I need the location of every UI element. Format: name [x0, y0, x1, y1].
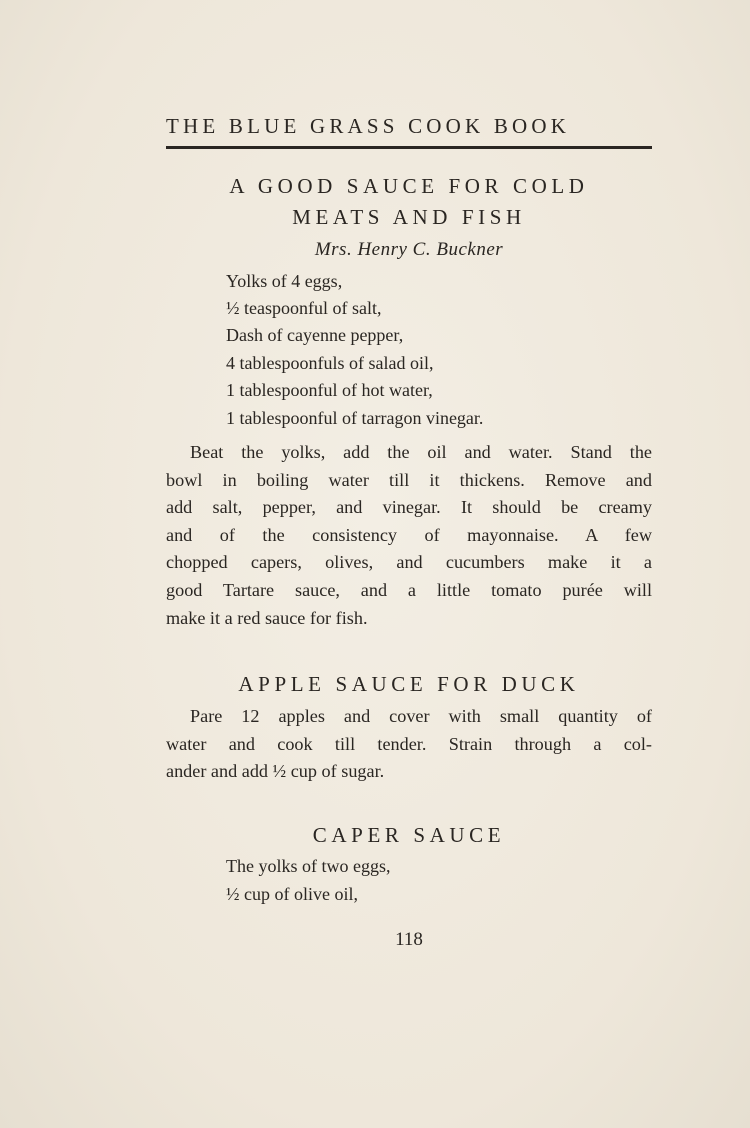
method-line: Beat the yolks, add the oil and water. Stand the: [190, 442, 652, 462]
method-line: add salt, pepper, and vinegar. It should be creamy: [166, 497, 652, 518]
ingredient-line: 1 tablespoonful of hot water,: [226, 380, 433, 400]
ingredient-line: Yolks of 4 eggs,: [226, 271, 343, 291]
page-number: 118: [395, 929, 423, 950]
recipe-method: [166, 439, 652, 632]
ingredient-line: Dash of cayenne pepper,: [226, 325, 404, 345]
method-line: water and cook till tender. Strain through a col-: [166, 733, 652, 754]
method-line: make it a red sauce for fish.: [166, 607, 368, 628]
ingredient-line: ½ cup of olive oil,: [226, 884, 358, 904]
running-head: THE BLUE GRASS COOK BOOK: [166, 114, 571, 138]
method-line: ander and add ½ cup of sugar.: [166, 761, 385, 782]
method-line: bowl in boiling water till it thickens. Remove and: [166, 469, 652, 490]
recipe-title-line-2: MEATS AND FISH: [292, 205, 526, 229]
header-rule: [166, 146, 652, 149]
method-line: and of the consistency of mayonnaise. A few: [166, 524, 652, 545]
method-line: chopped capers, olives, and cucumbers make it a: [166, 552, 652, 573]
recipe-title: CAPER SAUCE: [312, 823, 506, 847]
recipe-title-line-1: A GOOD SAUCE FOR COLD: [229, 174, 589, 198]
recipe-method: [166, 703, 652, 786]
method-line: good Tartare sauce, and a little tomato purée will: [166, 579, 652, 600]
ingredient-line: ½ teaspoonful of salt,: [226, 298, 382, 318]
ingredient-line: 1 tablespoonful of tarragon vinegar.: [226, 408, 484, 428]
method-line: Pare 12 apples and cover with small quantity of: [190, 706, 652, 726]
recipe-title: APPLE SAUCE FOR DUCK: [238, 672, 580, 696]
ingredient-line: The yolks of two eggs,: [226, 856, 391, 876]
recipe-author: Mrs. Henry C. Buckner: [314, 239, 504, 260]
ingredient-line: 4 tablespoonfuls of salad oil,: [226, 353, 434, 373]
